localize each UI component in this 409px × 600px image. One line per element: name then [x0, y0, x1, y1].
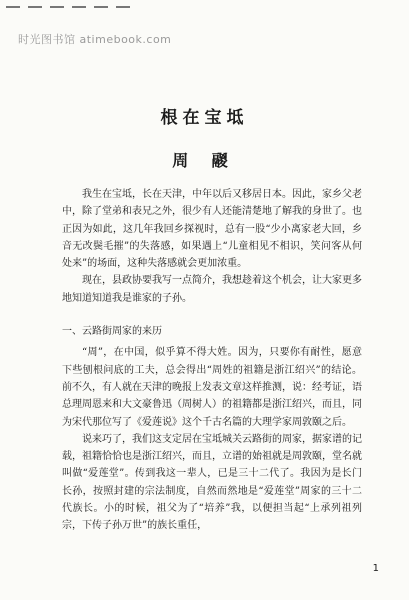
edge-mark — [28, 6, 42, 8]
paragraph: “周”，在中国，似乎算不得大姓。因为，只要你有耐性，愿意下些刨根问底的工夫，总会得出“周姓的祖籍是浙江绍兴”的结论。前不久，有人就在天津的晚报上发表文章这样推测，说：经考证，语总理周恩来和大文豪鲁迅（周树人）的祖籍都是浙江绍兴，而且，同为宋代那位写了《爱莲说》这个千古名篇的大理学家周敦颐之后。 — [62, 347, 362, 428]
edge-mark — [94, 6, 108, 8]
edge-mark — [72, 6, 86, 8]
article-title: 根在宝坻 — [160, 108, 249, 128]
page-number: 1 — [372, 563, 379, 574]
watermark-text: 时光图书馆 atimebook.com — [18, 33, 172, 46]
edge-mark — [116, 6, 130, 8]
article-body — [62, 186, 362, 535]
section-heading: 一、云路街周家的来历 — [62, 326, 162, 338]
paragraph: 我生在宝坻，长在天津，中年以后又移居日本。因此，家乡父老中，除了堂弟和表兄之外，很少有人还能清楚地了解我的身世了。也正因为如此，这几年我回乡探视时，总有一股“少小离家老大回，乡音无改鬓毛摧”的失落感，如果遇上“儿童相见不相识，笑问客从何处来”的场面，这种失落感就会更加浓重。 — [62, 189, 362, 270]
edge-mark — [6, 6, 20, 8]
article-author: 周 鬷 — [172, 151, 237, 170]
edge-mark — [50, 6, 64, 8]
scan-edge-marks — [6, 4, 156, 10]
paragraph: 说来巧了，我们这支定居在宝坻城关云路街的周家，据家谱的记载，祖籍恰恰也是浙江绍兴，而且，立谱的始祖就是周敦颐，堂名就叫做“爱莲堂”。传到我这一辈人，已是三十二代了。我因为是长门长孙，按照封建的宗法制度，自然而然地是“爱莲堂”周家的三十二代族长。小的时候，祖父为了“培养”我，以便担当起“上承列祖列宗，下传子孙万世”的族长重任， — [62, 433, 362, 532]
paragraph: 现在，县政协要我写一点简介，我想趁着这个机会，让大家更多地知道知道我是谁家的子孙。 — [62, 275, 362, 304]
